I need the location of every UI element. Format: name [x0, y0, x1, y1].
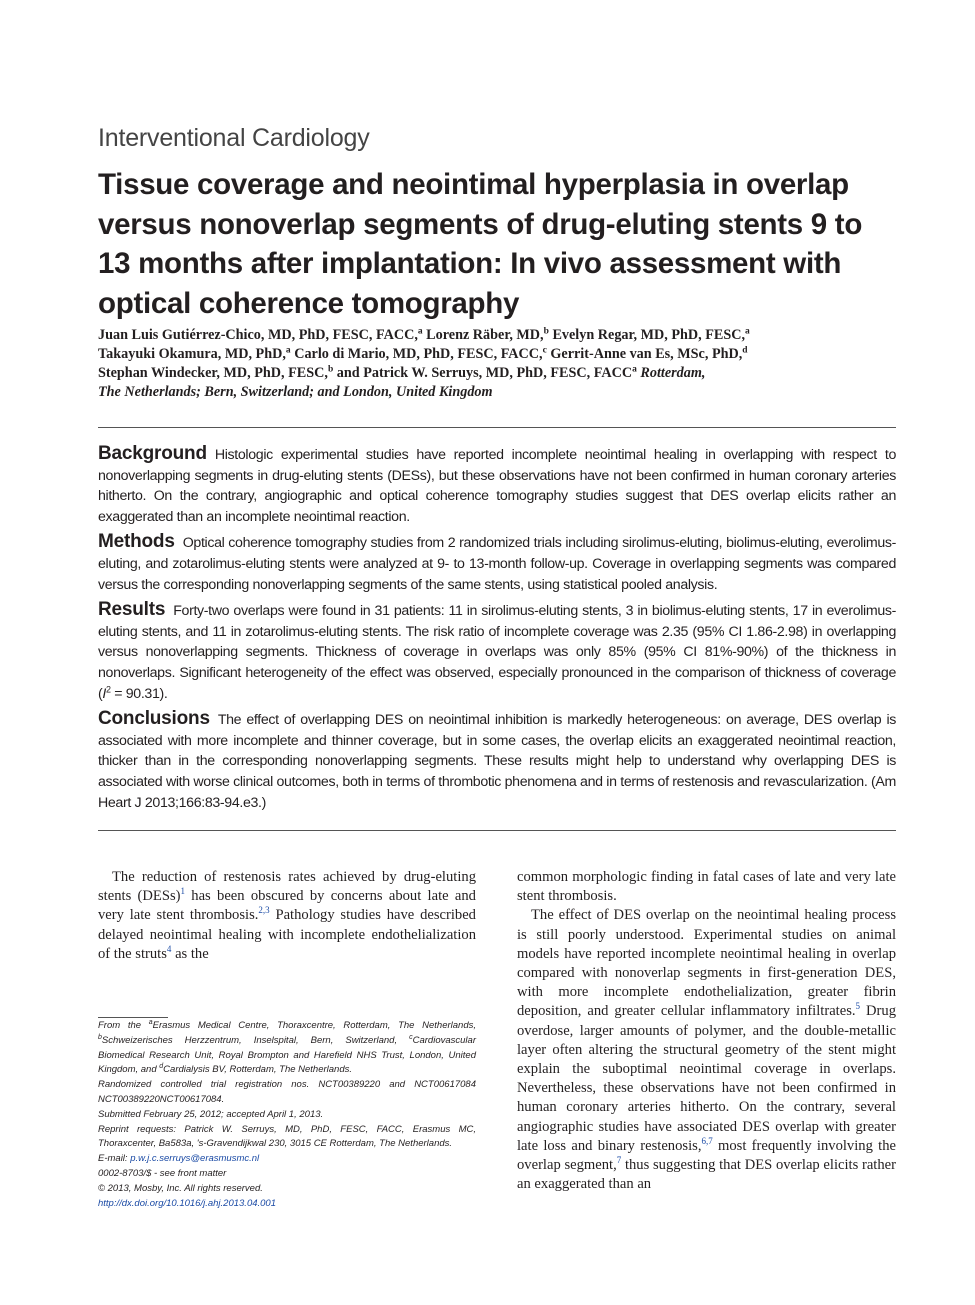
body-paragraph [517, 906, 896, 1194]
footnote-text: Erasmus Medical Centre, Thoraxcentre, Rotterdam, The Netherlands, [152, 1020, 476, 1031]
author-name: Stephan Windecker, MD, PhD, FESC, [98, 365, 328, 381]
body-column-left [98, 868, 476, 964]
abstract-heading: Methods [98, 531, 175, 553]
affiliation-marker: c [409, 1033, 413, 1041]
doi-link[interactable]: http://dx.doi.org/10.1016/j.ahj.2013.04.001 [98, 1197, 276, 1209]
affiliation-marker: d [159, 1063, 164, 1071]
affiliation-marker: b [327, 364, 334, 375]
abstract-heading: Background [98, 443, 207, 464]
email-note [98, 1152, 476, 1167]
reprint-requests-note: Reprint requests: Patrick W. Serruys, MD, PhD, FESC, FACC, Erasmus MC, Thoraxcenter, Ba583a, 's-Gravendijkwal 230, 3015 CE Rotterdam, The Netherlands. [98, 1123, 476, 1150]
abstract [98, 444, 896, 818]
author-location: The Netherlands; Bern, Switzerland; and London, United Kingdom [98, 384, 493, 400]
copyright-note: © 2013, Mosby, Inc. All rights reserved. [98, 1182, 263, 1194]
body-paragraph: common morphologic finding in fatal cases of late and very late stent thrombosis. [517, 869, 896, 905]
body-text: has been obscured by concerns about late and very late stent thrombosis. [98, 888, 476, 924]
footnotes [98, 1019, 476, 1211]
body-text: The reduction of restenosis rates achieved by drug-eluting stents (DESs) [98, 869, 476, 905]
article-title: Tissue coverage and neointimal hyperplasia in overlap versus nonoverlap segments of drug-eluting stents 9 to 13 months after implantation: In vivo assessment with optical coherence tomography [98, 168, 863, 320]
footnote-text: E-mail: [98, 1153, 131, 1165]
author-name: and Patrick W. Serruys, MD, PhD, FESC, FACC [336, 365, 633, 381]
affiliation-marker: a [148, 1018, 153, 1026]
body-text: The effect of DES overlap on the neointimal healing process is still poorly understood. Experimental studies on animal models have reported incomplete neointimal healing in overlap compared with nonoverlap segments in first-generation DES, with more incomplete endothelialization, greater fibrin deposition, and greater cellular inflammatory infiltrates. [517, 907, 896, 1020]
abstract-text: Histologic experimental studies have reported incomplete neointimal healing in overlapping with respect to nonoverlapping segments in drug-eluting stents (DESs), but these observations have not been confirmed in human coronary arteries hitherto. On the contrary, angiographic and optical coherence tomography studies suggest that DES overlap elicits rather an exaggerated than an incomplete neointimal reaction. [98, 447, 896, 525]
affiliation-marker: a [632, 364, 637, 375]
email-link[interactable]: p.w.j.c.serruys@erasmusmc.nl [130, 1153, 260, 1165]
reference-link[interactable]: 4 [166, 943, 172, 954]
section-label: Interventional Cardiology [98, 124, 370, 152]
abstract-heading: Results [98, 599, 166, 621]
body-paragraph [98, 868, 476, 964]
author-name: Takayuki Okamura, MD, PhD, [98, 346, 286, 362]
footnote-text: Schweizerisches Herzzentrum, Inselspital, Bern, Switzerland, [101, 1034, 410, 1046]
affiliation-marker: a [417, 326, 423, 337]
body-column-right [517, 868, 896, 1194]
stat-symbol: I [102, 685, 106, 702]
footnote-text: From the [98, 1020, 149, 1031]
affiliations-note [98, 1019, 476, 1078]
stat-exponent: 2 [105, 683, 111, 694]
abstract-conclusions [98, 709, 896, 813]
abstract-text: = 90.31). [110, 685, 168, 702]
body-text: thus suggesting that DES overlap elicits rather an exaggerated than an [517, 1157, 896, 1193]
abstract-top-rule [98, 427, 896, 428]
abstract-heading: Conclusions [98, 708, 210, 730]
abstract-background [98, 444, 896, 527]
author-name: Evelyn Regar, MD, PhD, FESC, [552, 327, 746, 343]
reference-link[interactable]: 6,7 [701, 1135, 713, 1146]
footnote-rule [98, 1017, 168, 1018]
affiliation-marker: b [98, 1033, 102, 1041]
author-list [98, 326, 908, 402]
reference-link[interactable]: 5 [855, 1001, 861, 1012]
issn-note: 0002-8703/$ - see front matter [98, 1167, 227, 1179]
reference-link[interactable]: 2,3 [258, 905, 270, 916]
affiliation-marker: c [542, 345, 547, 356]
author-location: Rotterdam, [640, 365, 706, 381]
abstract-text: The effect of overlapping DES on neointimal inhibition is markedly heterogeneous: on average, DES overlap is associated with more incomplete and thinner coverage, but in some cases, the overlap elicits an exaggerated neointimal reaction, thicker than in the corresponding nonoverlapping segments. These results might help to understand why overlapping DES is associated with worse clinical outcomes, both in terms of thrombotic phenomena and in terms of restenosis and revascularization. (Am Heart J 2013;166:83-94.e3.) [98, 712, 896, 811]
trial-registration-note: Randomized controlled trial registration nos. NCT00389220 and NCT00617084 NCT00389220NCT00617084. [98, 1079, 476, 1105]
footnote-text: Cardialysis BV, Rotterdam, The Netherlands. [163, 1064, 353, 1076]
abstract-bottom-rule [98, 830, 896, 831]
body-text: most frequently involving the overlap segment, [517, 1137, 896, 1174]
reference-link[interactable]: 1 [180, 886, 185, 897]
abstract-methods [98, 532, 896, 595]
author-name: Juan Luis Gutiérrez-Chico, MD, PhD, FESC, FACC, [98, 327, 418, 343]
affiliation-marker: d [742, 345, 748, 356]
abstract-text: Forty-two overlaps were found in 31 patients: 11 in sirolimus-eluting stents, 3 in biolimus-eluting stents, 17 in everolimus-eluting stents, and 11 in zotarolimus-eluting stents. The risk ratio of incomplete coverage was 2.35 (95% CI 1.86-2.98) in overlapping versus nonoverlapping segments. Thickness of coverage in overlaps was only 85% (95% CI 81%-90%) of the thickness in nonoverlaps. Significant heterogeneity of the effect was observed, especially pronounced in the comparison of thickness of coverage ( [98, 603, 896, 702]
body-text: Drug overdose, larger amounts of polymer, and the double-metallic layer often altering the structural geometry of the stent might explain the suboptimal neointimal coverage in overlaps. Nevertheless, these observations have not been confirmed in human coronary arteries hitherto. On the contrary, several angiographic studies have associated DES overlap with greater late loss and binary restenosis, [517, 1003, 896, 1154]
affiliation-marker: a [285, 345, 291, 356]
abstract-results [98, 600, 896, 704]
body-text: Pathology studies have described delayed neointimal healing with incomplete endothelialization of the struts [98, 907, 476, 962]
abstract-text: Optical coherence tomography studies from 2 randomized trials including sirolimus-eluting, biolimus-eluting, everolimus-eluting, and zotarolimus-eluting stents were analyzed at 9- to 13-month follow-up. Coverage in overlapping segments was compared versus the corresponding nonoverlapping segments of the same stents, using statistical pooled analysis. [98, 535, 896, 593]
author-name: Carlo di Mario, MD, PhD, FESC, FACC, [294, 346, 543, 362]
affiliation-marker: b [543, 326, 549, 337]
author-name: Lorenz Räber, MD, [426, 327, 544, 343]
submission-dates-note: Submitted February 25, 2012; accepted April 1, 2013. [98, 1108, 324, 1120]
footnote-text: Cardiovascular Biomedical Research Unit, Royal Brompton and Harefield NHS Trust, London, United Kingdom, and [98, 1034, 476, 1076]
body-text: as the [171, 945, 209, 962]
reference-link[interactable]: 7 [616, 1155, 622, 1166]
affiliation-marker: a [745, 326, 750, 337]
author-name: Gerrit-Anne van Es, MSc, PhD, [550, 346, 743, 362]
